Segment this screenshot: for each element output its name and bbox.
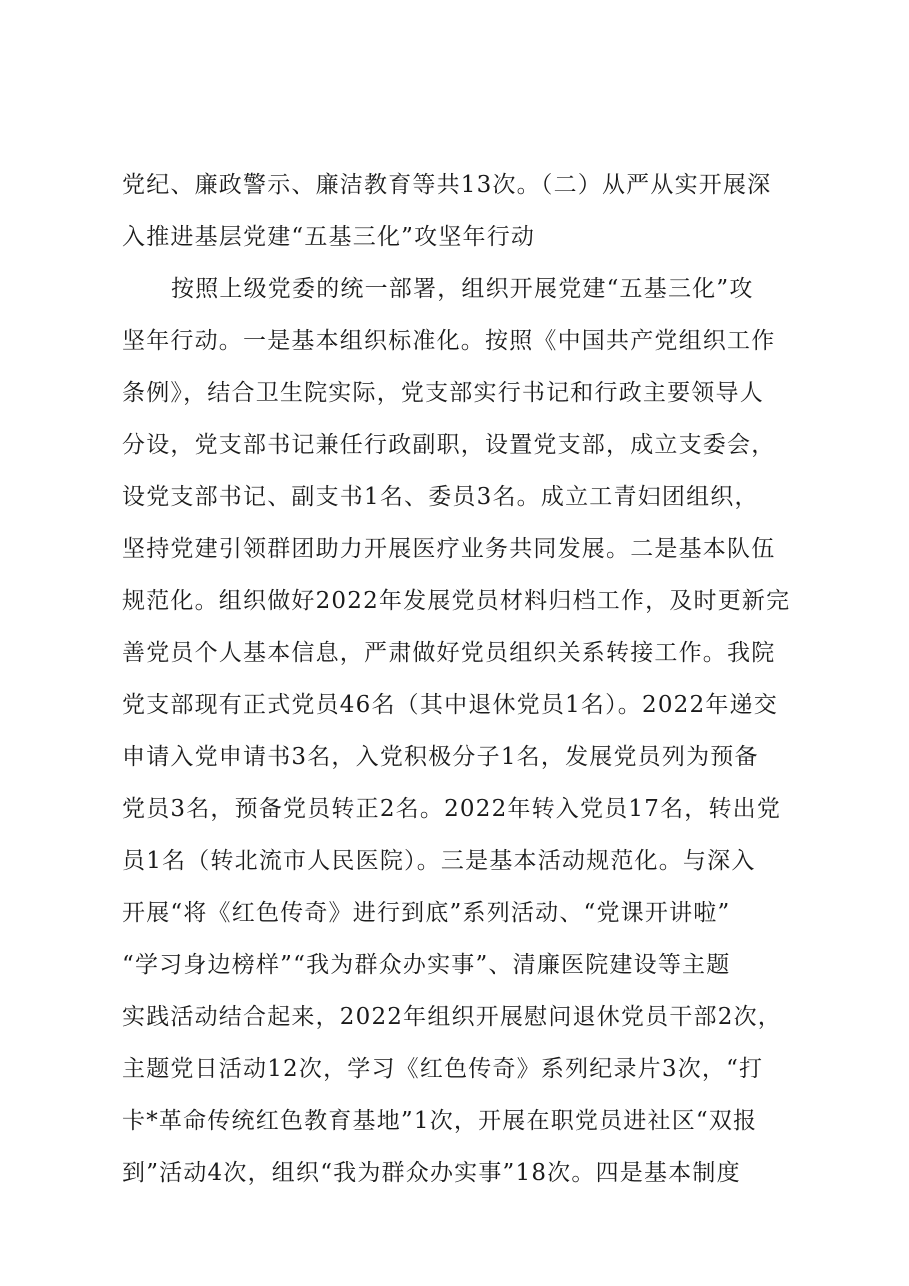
paragraph-first-line: 按照上级党委的统一部署，组织开展党建“五基三化”攻 [171, 276, 754, 302]
text-line: 主题党日活动12次，学习《红色传奇》系列纪录片3次，“打 [122, 1056, 764, 1082]
text-line: 党支部现有正式党员46名（其中退休党员1名）。2022年递交 [122, 692, 778, 718]
text-line: 设党支部书记、副支书1名、委员3名。成立工青妇团组织， [122, 484, 759, 510]
text-line: 条例》，结合卫生院实际，党支部实行书记和行政主要领导人 [122, 380, 764, 406]
text-line: 员1名（转北流市人民医院）。三是基本活动规范化。与深入 [122, 848, 756, 874]
text-line: 规范化。组织做好2022年发展党员材料归档工作，及时更新完 [122, 588, 791, 614]
text-line: 开展“将《红色传奇》进行到底”系列活动、“党课开讲啦” [122, 900, 731, 926]
text-line: 卡*革命传统红色教育基地”1次，开展在职党员进社区“双报 [122, 1108, 758, 1134]
text-line: 坚年行动。一是基本组织标准化。按照《中国共产党组织工作 [122, 328, 776, 354]
text-line: 实践活动结合起来，2022年组织开展慰问退休党员干部2次， [122, 1004, 782, 1030]
text-line: 分设，党支部书记兼任行政副职，设置党支部，成立支委会， [122, 432, 776, 458]
text-line: 到”活动4次，组织“我为群众办实事”18次。四是基本制度 [122, 1160, 741, 1186]
text-line: 申请入党申请书3名，入党积极分子1名，发展党员列为预备 [122, 744, 759, 770]
text-line: 党员3名，预备党员转正2名。2022年转入党员17名，转出党 [122, 796, 782, 822]
text-line: “学习身边榜样”“我为群众办实事”、清廉医院建设等主题 [122, 952, 731, 978]
text-line: 坚持党建引领群团助力开展医疗业务共同发展。二是基本队伍 [122, 536, 776, 562]
text-line: 党纪、廉政警示、廉洁教育等共13次。（二）从严从实开展深 [122, 172, 772, 198]
text-line: 善党员个人基本信息，严肃做好党员组织关系转接工作。我院 [122, 640, 776, 666]
text-line: 入推进基层党建“五基三化”攻坚年行动 [122, 224, 536, 250]
